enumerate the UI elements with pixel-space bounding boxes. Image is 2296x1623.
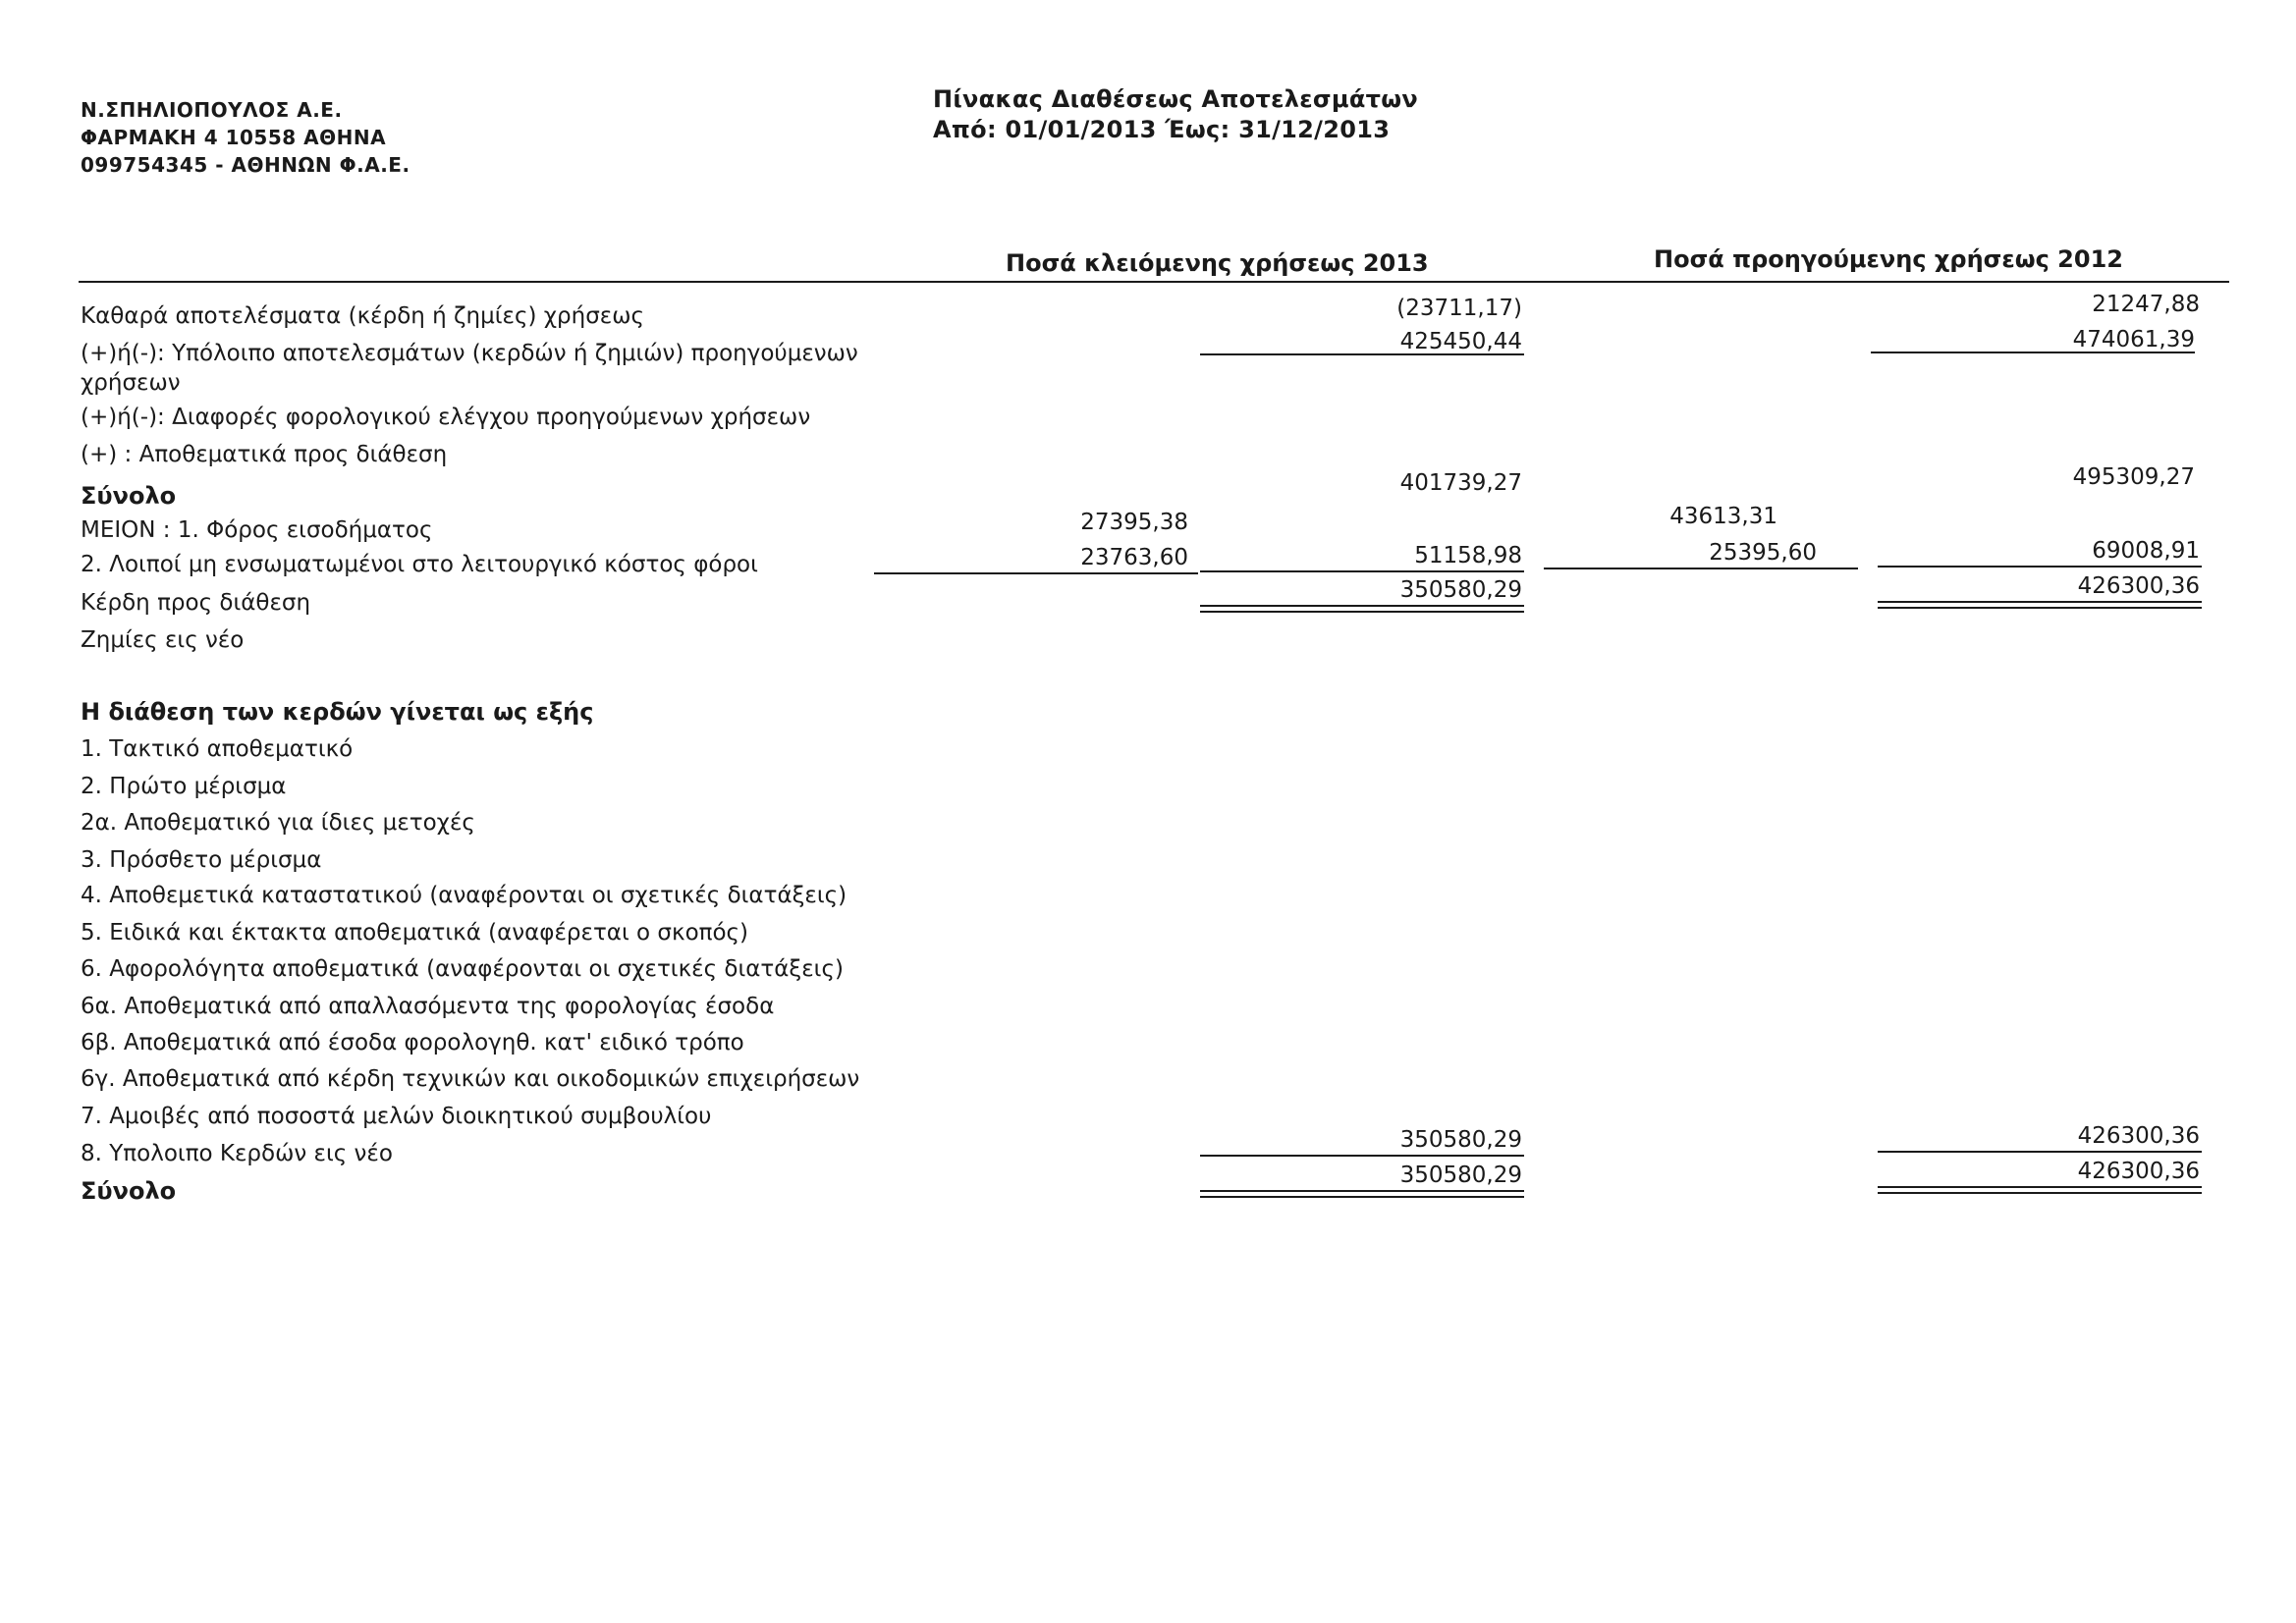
distribution-item: 6α. Αποθεματικά από απαλλασόμεντα της φορολογίας έσοδα (81, 994, 775, 1019)
row-profits-available-current: 350580,29 (1399, 577, 1522, 603)
rule-remaining-current (1200, 1155, 1524, 1157)
distribution-item: 5. Ειδικά και έκτακτα αποθεματικά (αναφέρεται ο σκοπός) (81, 920, 749, 946)
report-title: Πίνακας Διαθέσεως Αποτελεσμάτων (933, 85, 1419, 113)
distribution-item: 2α. Αποθεματικό για ίδιες μετοχές (81, 810, 475, 836)
row-reserves-label: (+) : Αποθεματικά προς διάθεση (81, 442, 448, 467)
row-profits-available-previous: 426300,36 (2077, 573, 2200, 599)
distribution-item: 6γ. Αποθεματικά από κέρδη τεχνικών και οικοδομικών επιχειρήσεων (81, 1066, 860, 1092)
row-income-tax-previous-sub: 43613,31 (1669, 504, 1777, 529)
row-other-taxes-previous: 69008,91 (2092, 538, 2200, 564)
distribution-item: 7. Αμοιβές από ποσοστά μελών διοικητικού συμβουλίου (81, 1104, 712, 1129)
rule-other-taxes-current-sub (874, 572, 1198, 574)
distribution-remaining-current: 350580,29 (1399, 1127, 1522, 1153)
row-prev-balance-previous: 474061,39 (2072, 327, 2195, 352)
rule-total-previous-bottom (1878, 1192, 2202, 1194)
row-total-current: 401739,27 (1399, 470, 1522, 496)
row-net-results-previous: 21247,88 (2092, 292, 2200, 317)
rule-profits-current-top (1200, 605, 1524, 607)
company-name: Ν.ΣΠΗΛΙΟΠΟΥΛΟΣ Α.Ε. (81, 98, 343, 122)
rule-remaining-previous (1878, 1151, 2202, 1153)
row-total-label: Σύνολο (81, 482, 177, 510)
row-other-taxes-previous-sub: 25395,60 (1709, 540, 1817, 566)
column-header-previous: Ποσά προηγούμενης χρήσεως 2012 (1654, 245, 2123, 273)
row-other-taxes-current: 51158,98 (1414, 543, 1522, 568)
company-tax-id: 099754345 - ΑΘΗΝΩΝ Φ.Α.Ε. (81, 153, 410, 177)
rule-profits-previous-bottom (1878, 607, 2202, 609)
rule-total-current-bottom (1200, 1196, 1524, 1198)
row-income-tax-current-sub: 27395,38 (1080, 510, 1188, 535)
distribution-item: 3. Πρόσθετο μέρισμα (81, 847, 322, 873)
rule-other-taxes-previous-sub (1544, 568, 1858, 569)
row-other-taxes-current-sub: 23763,60 (1080, 545, 1188, 570)
distribution-item: 6. Αφορολόγητα αποθεματικά (αναφέρονται οι σχετικές διατάξεις) (81, 956, 844, 982)
distribution-item: 8. Υπολοιπο Κερδών εις νέο (81, 1141, 393, 1166)
row-losses-label: Ζημίες εις νέο (81, 627, 245, 653)
distribution-heading: Η διάθεση των κερδών γίνεται ως εξής (81, 698, 594, 726)
rule-profits-current-bottom (1200, 611, 1524, 613)
rule-other-taxes-current (1200, 570, 1524, 572)
distribution-total-current: 350580,29 (1399, 1163, 1522, 1188)
row-income-tax-label: ΜΕΙΟΝ : 1. Φόρος εισοδήματος (81, 517, 433, 543)
rule-total-current-top (1200, 1190, 1524, 1192)
column-header-current: Ποσά κλειόμενης χρήσεως 2013 (1006, 249, 1429, 277)
distribution-item: 4. Αποθεμετικά καταστατικού (αναφέρονται οι σχετικές διατάξεις) (81, 883, 847, 908)
row-prev-balance-label: (+)ή(-): Υπόλοιπο αποτελεσμάτων (κερδών ή ζημιών) προηγούμενων (81, 341, 858, 366)
rule-profits-previous-top (1878, 601, 2202, 603)
report-title-block (933, 84, 1418, 145)
row-profits-available-label: Κέρδη προς διάθεση (81, 590, 311, 616)
report-period: Από: 01/01/2013 Έως: 31/12/2013 (933, 116, 1391, 143)
distribution-remaining-previous: 426300,36 (2077, 1123, 2200, 1149)
rule-total-previous-top (1878, 1186, 2202, 1188)
distribution-item: 6β. Αποθεματικά από έσοδα φορολογηθ. κατ' ειδικό τρόπο (81, 1030, 744, 1055)
distribution-total-label: Σύνολο (81, 1177, 177, 1205)
company-address: ΦΑΡΜΑΚΗ 4 10558 ΑΘΗΝΑ (81, 126, 387, 149)
header-rule (79, 281, 2229, 283)
row-other-taxes-label: 2. Λοιποί μη ενσωματωμένοι στο λειτουργικό κόστος φόροι (81, 552, 758, 577)
distribution-item: 1. Τακτικό αποθεματικό (81, 736, 354, 762)
row-tax-audit-label: (+)ή(-): Διαφορές φορολογικού ελέγχου προηγούμενων χρήσεων (81, 405, 811, 430)
distribution-item: 2. Πρώτο μέρισμα (81, 774, 287, 799)
row-prev-balance-label-cont: χρήσεων (81, 370, 181, 396)
row-total-previous: 495309,27 (2072, 464, 2195, 490)
row-net-results-label: Καθαρά αποτελέσματα (κέρδη ή ζημίες) χρήσεως (81, 303, 645, 329)
company-header (81, 96, 410, 179)
row-net-results-current: (23711,17) (1396, 296, 1522, 321)
row-prev-balance-current: 425450,44 (1399, 329, 1522, 354)
distribution-total-previous: 426300,36 (2077, 1159, 2200, 1184)
rule-other-taxes-previous (1878, 566, 2202, 568)
